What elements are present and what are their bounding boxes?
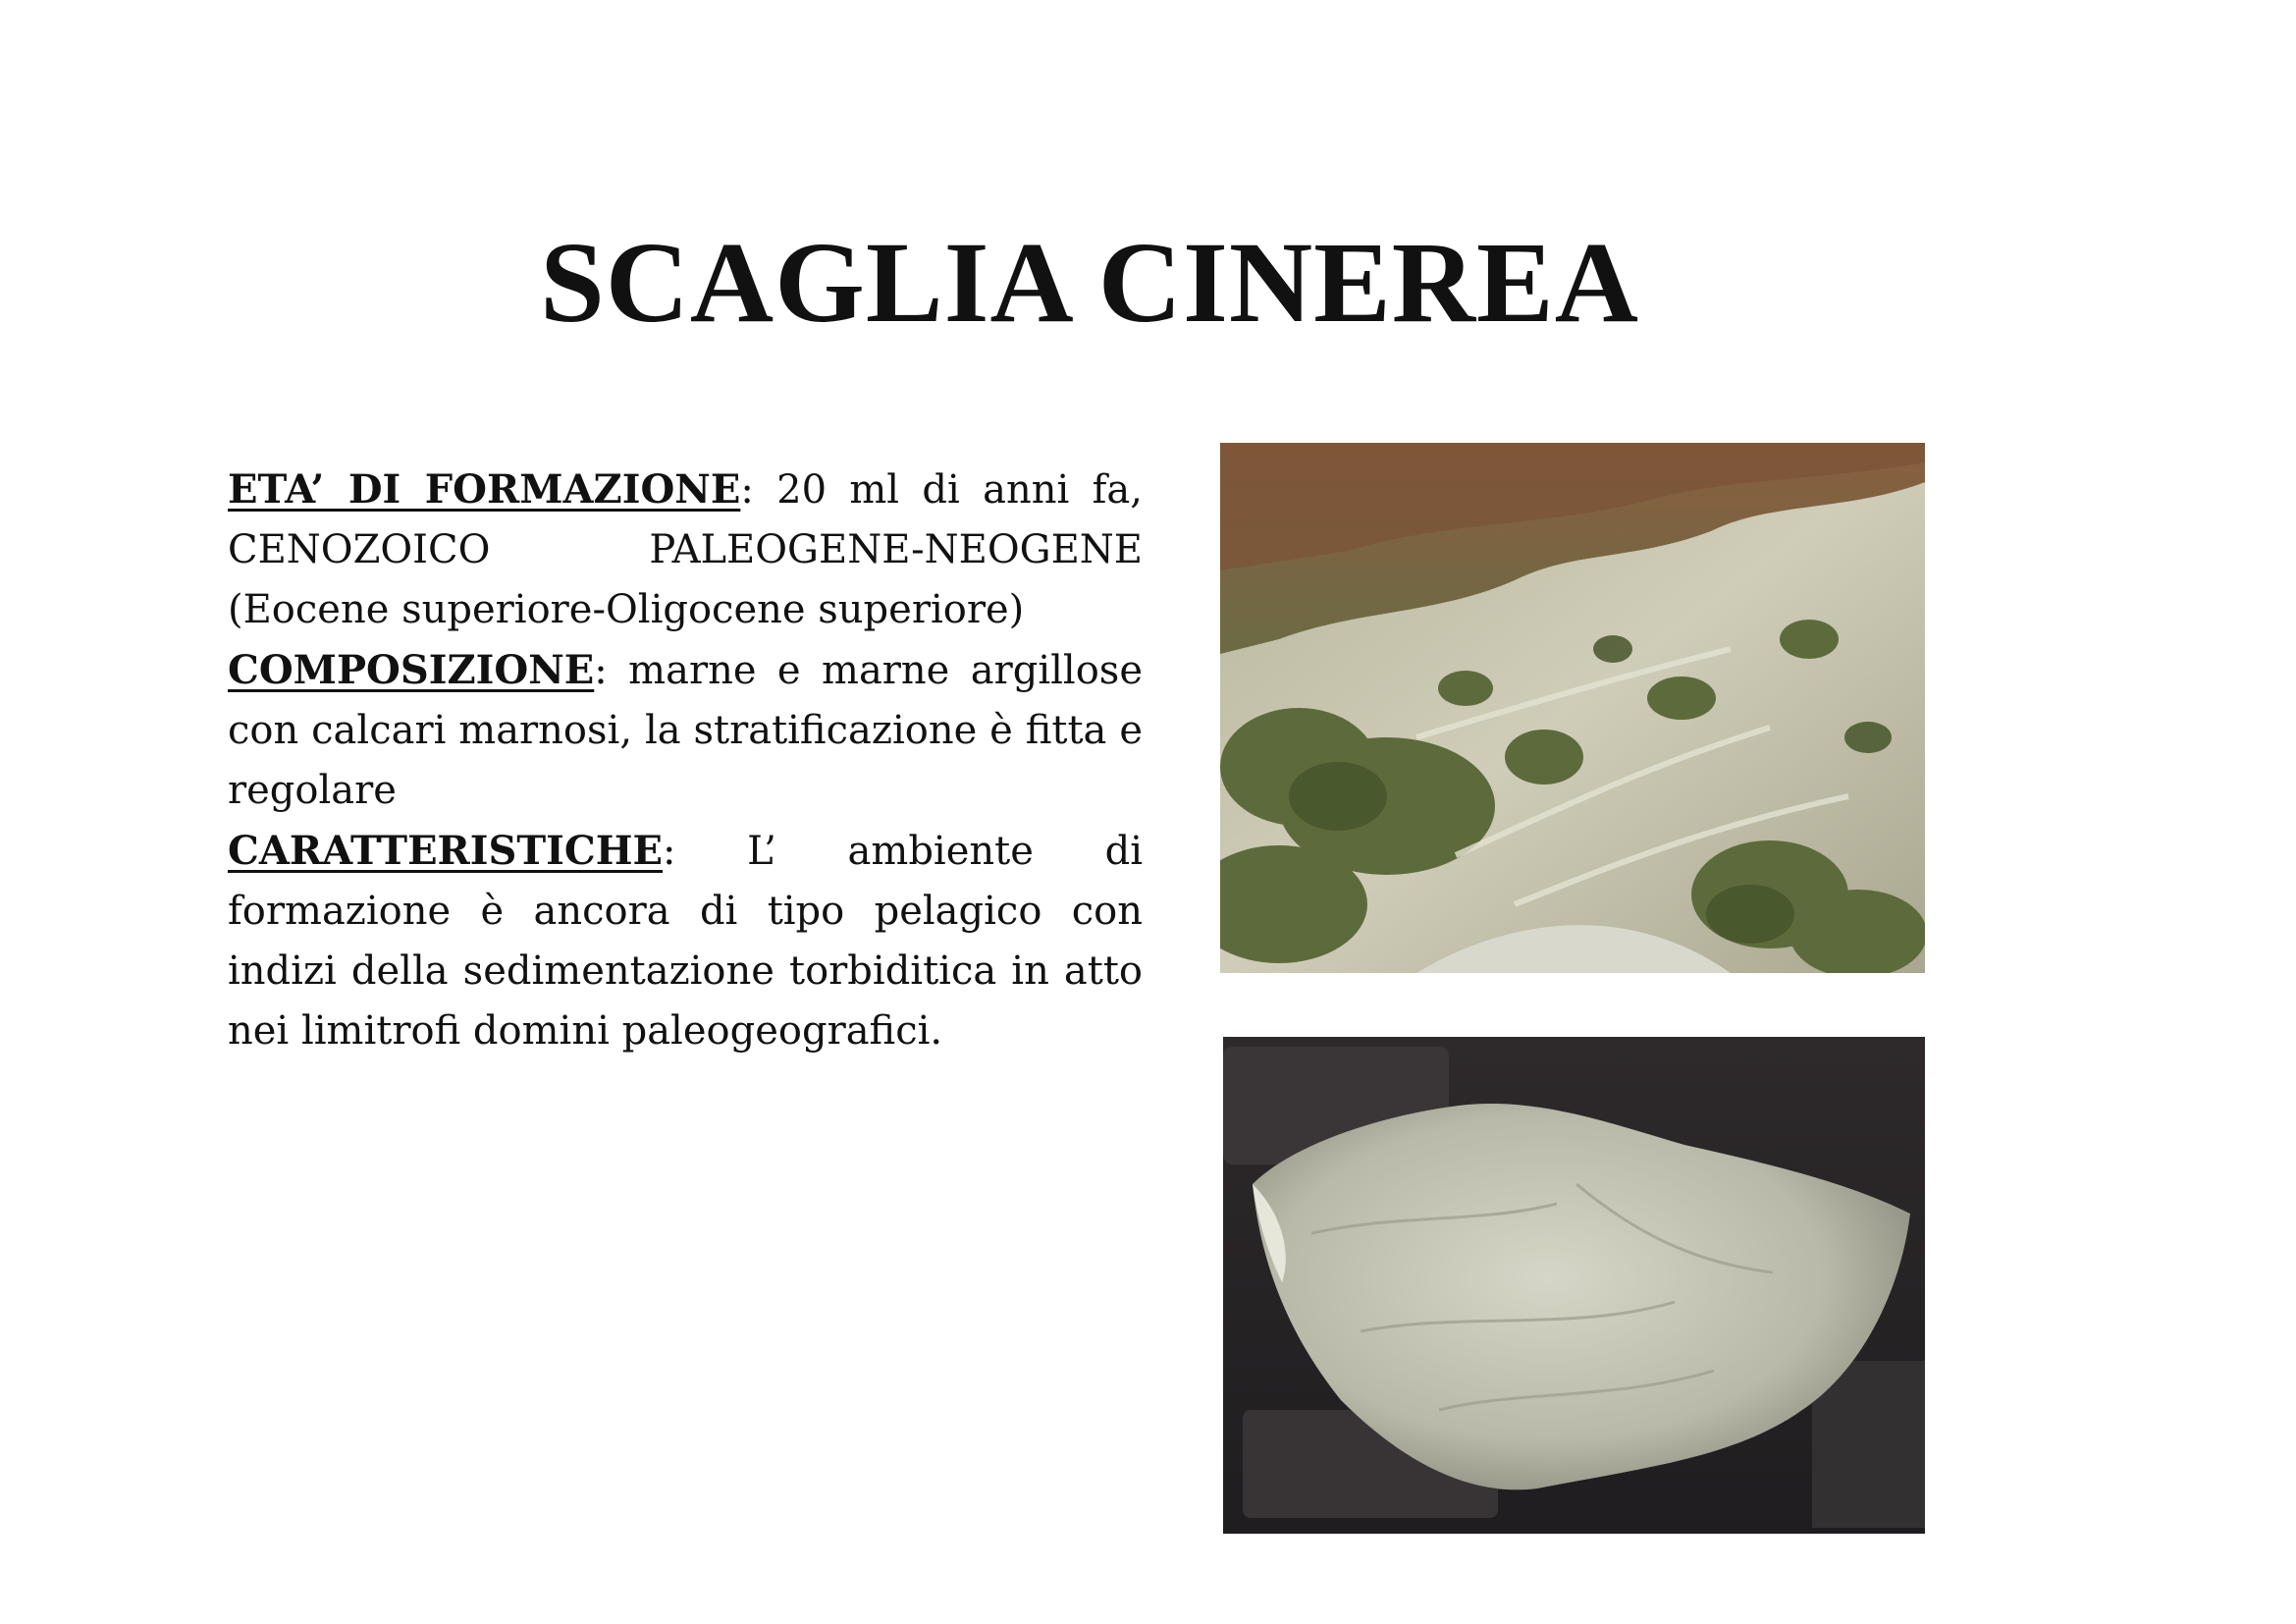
formation-description: [228, 460, 1143, 1061]
age-paragraph: [228, 460, 1143, 640]
composition-term: COMPOSIZIONE: [228, 647, 595, 693]
age-term: ETA’ DI FORMAZIONE: [228, 466, 741, 513]
age-text: : 20 ml di anni fa, CENOZOICO PALEOGENE-NEOGENE (Eocene superiore-Oligocene superiore): [228, 467, 1143, 632]
rock-sample-photo: [1223, 1037, 1925, 1534]
composition-paragraph: [228, 640, 1143, 821]
slide-title: SCAGLIA CINEREA: [540, 218, 1639, 347]
characteristics-text: : L’ ambiente di formazione è ancora di tipo pelagico con indizi della sedimentazione torbiditica in atto nei limitrofi domini paleogeografici.: [228, 829, 1143, 1054]
characteristics-paragraph: [228, 821, 1143, 1061]
composition-text: : marne e marne argillose con calcari marnosi, la stratificazione è fitta e regolare: [228, 648, 1143, 813]
outcrop-photo: [1220, 443, 1925, 973]
characteristics-term: CARATTERISTICHE: [228, 828, 663, 874]
